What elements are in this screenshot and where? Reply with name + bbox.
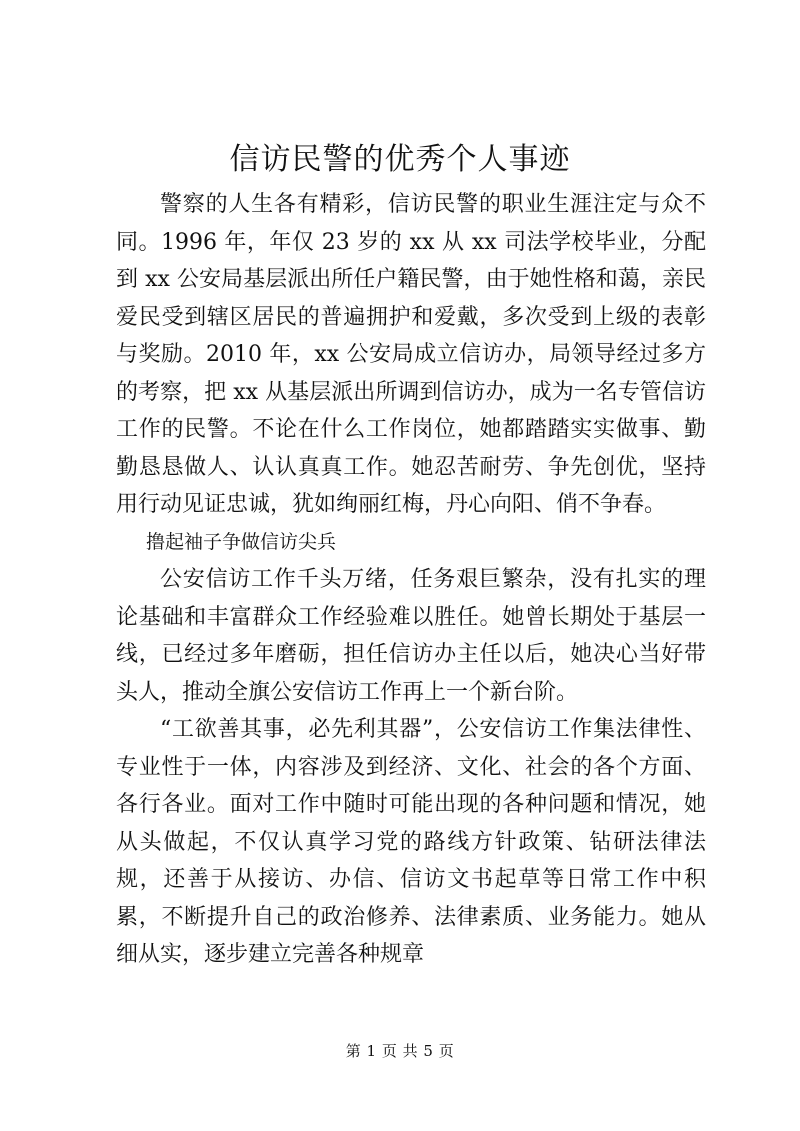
paragraph-intro: 警察的人生各有精彩，信访民警的职业生涯注定与众不同。1996 年，年仅 23 岁的 xx 从 xx 司法学校毕业，分配到 xx 公安局基层派出所任户籍民警，由于她性格和蔼，亲民爱民受到辖区居民的普遍拥护和爱戴，多次受到上级的表彰与奖励。2010 年，xx 公安局成立信访办，局领导经过多方的考察，把 xx 从基层派出所调到信访办，成为一名专管信访工作的民警。不论在什么工作岗位，她都踏踏实实做事、勤勤恳恳做人、认认真真工作。她忍苦耐劳、争先创优，坚持用行动见证忠诚，犹如绚丽红梅，丹心向阳、俏不争春。 bbox=[116, 192, 706, 517]
paragraph-learning: “工欲善其事，必先利其器”，公安信访工作集法律性、专业性于一体，内容涉及到经济、文化、社会的各个方面、各行各业。面对工作中随时可能出现的各种问题和情况，她从头做起，不仅认真学习党的路线方针政策、钻研法律法规，还善于从接访、办信、信访文书起草等日常工作中积累，不断提升自己的政治修养、法律素质、业务能力。她从细从实，逐步建立完善各种规章 bbox=[116, 717, 706, 967]
document-title: 信访民警的优秀个人事迹 bbox=[229, 142, 571, 177]
document-body bbox=[116, 186, 706, 974]
section-heading: 撸起袖子争做信访尖兵 bbox=[146, 530, 337, 553]
paragraph-challenge: 公安信访工作千头万绪，任务艰巨繁杂，没有扎实的理论基础和丰富群众工作经验难以胜任。她曾长期处于基层一线，已经过多年磨砺，担任信访办主任以后，她决心当好带头人，推动全旗公安信访工作再上一个新台阶。 bbox=[116, 567, 706, 705]
page-number-footer: 第 1 页 共 5 页 bbox=[345, 1042, 455, 1060]
